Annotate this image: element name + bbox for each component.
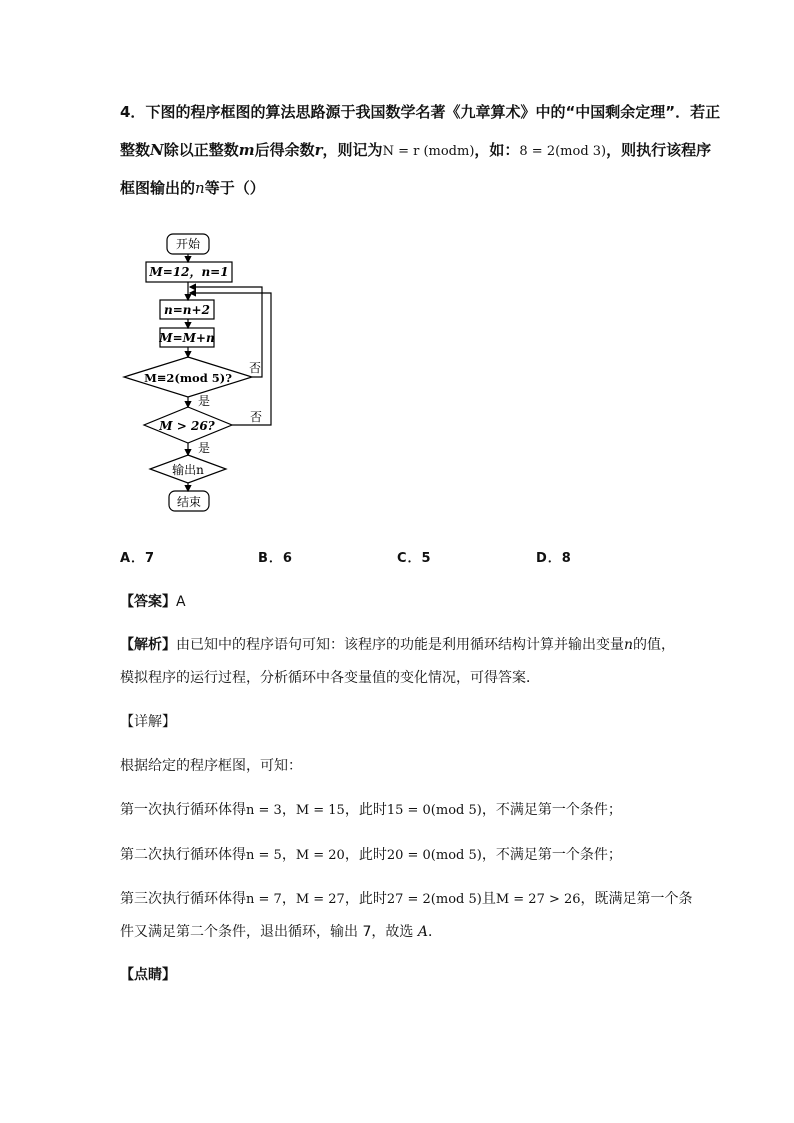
detail-round-1 <box>120 799 622 819</box>
step2-label: M=M+n <box>159 331 215 345</box>
question-text: 下图的程序框图的算法思路源于我国数学名著《九章算术》中的“中国剩余定理”．若正 <box>145 103 721 121</box>
detail-round-3 <box>120 888 693 908</box>
init-label: M=12，n=1 <box>149 265 229 279</box>
analysis-text: 由已知中的程序语句可知：该程序的功能是利用循环结构计算并输出变量 <box>176 637 624 653</box>
detail-tag: 【详解】 <box>120 714 176 730</box>
variable-n: n <box>195 179 205 197</box>
step1-label: n=n+2 <box>164 303 210 317</box>
detail-text: ，既满足第一个条 <box>580 891 693 907</box>
question-text: 后得余数 <box>254 141 315 159</box>
analysis-line-2: 模拟程序的运行过程，分析循环中各变量值的变化情况，可得答案． <box>120 670 540 686</box>
condition2-label: M > 26? <box>159 419 215 433</box>
flowchart <box>110 225 310 525</box>
detail-text: ，此时 <box>344 891 387 907</box>
question-line-3 <box>120 177 265 198</box>
no1-label: 否 <box>249 361 262 375</box>
detail-round-3-cont <box>120 921 442 941</box>
formula: 27 = 2(mod 5) <box>386 892 482 907</box>
question-text: 框图输出的 <box>120 179 196 197</box>
question-text: ，则记为 <box>322 141 383 159</box>
formula: M = 20 <box>295 848 345 863</box>
detail-text: 第一次执行循环体得 <box>120 802 246 818</box>
choice-b: B．6 <box>258 551 293 566</box>
question-line-1 <box>120 101 720 122</box>
detail-text: 第二次执行循环体得 <box>120 847 246 863</box>
question-text: ，如： <box>474 141 520 159</box>
detail-text: ，不满足第一个条件； <box>481 847 622 863</box>
variable-N: N <box>150 141 164 159</box>
question-text: 除以正整数 <box>163 141 239 159</box>
formula: n = 7 <box>246 892 282 907</box>
formula: n = 5 <box>246 848 282 863</box>
detail-text: 件又满足第二个条件，退出循环，输出 7，故选 <box>120 924 418 940</box>
question-line-2 <box>120 139 711 160</box>
variable-m: m <box>238 141 255 159</box>
choice-a: A．7 <box>120 551 156 566</box>
no2-label: 否 <box>250 410 263 424</box>
analysis-text: 的值， <box>633 637 676 653</box>
detail-text: ． <box>427 924 442 940</box>
formula: 15 = 0(mod 5) <box>386 803 482 818</box>
answer-tag: 【答案】 <box>120 594 176 610</box>
detail-text: 且 <box>481 891 496 907</box>
detail-text: ， <box>281 802 296 818</box>
answer-choice: A <box>417 924 428 940</box>
answer-line <box>120 591 186 611</box>
output-label: 输出n <box>172 463 204 477</box>
question-text: 整数 <box>120 141 151 159</box>
detail-text: 第三次执行循环体得 <box>120 891 246 907</box>
end-label: 结束 <box>176 495 202 509</box>
question-text: 等于（） <box>204 179 265 197</box>
detail-text: ，此时 <box>344 802 387 818</box>
question-number: 4． <box>120 103 146 121</box>
formula: n = 3 <box>246 803 282 818</box>
choice-c: C．5 <box>397 551 432 566</box>
analysis-tag: 【解析】 <box>120 637 176 653</box>
detail-text: ，不满足第一个条件； <box>481 802 622 818</box>
choice-d: D．8 <box>536 551 572 566</box>
yes1-label: 是 <box>198 394 211 408</box>
question-text: ，则执行该程序 <box>606 141 712 159</box>
formula: M = 27 <box>295 892 345 907</box>
detail-round-2 <box>120 844 622 864</box>
formula-definition: N = r (modm) <box>382 144 475 159</box>
variable-n: n <box>624 637 634 653</box>
condition1-label: M≡2(mod 5)? <box>144 371 232 385</box>
yes2-label: 是 <box>198 441 211 455</box>
formula: 20 = 0(mod 5) <box>386 848 482 863</box>
comment-tag: 【点睛】 <box>120 967 176 983</box>
start-label: 开始 <box>175 237 201 251</box>
detail-text: ，此时 <box>344 847 387 863</box>
detail-intro: 根据给定的程序框图，可知： <box>120 758 302 774</box>
variable-r: r <box>314 141 323 159</box>
answer-value: A <box>176 594 186 610</box>
detail-text: ， <box>281 847 296 863</box>
formula: M = 27 > 26 <box>495 892 581 907</box>
formula: M = 15 <box>295 803 345 818</box>
formula-example: 8 = 2(mod 3) <box>519 144 607 159</box>
analysis-line-1 <box>120 634 675 654</box>
detail-text: ， <box>281 891 296 907</box>
